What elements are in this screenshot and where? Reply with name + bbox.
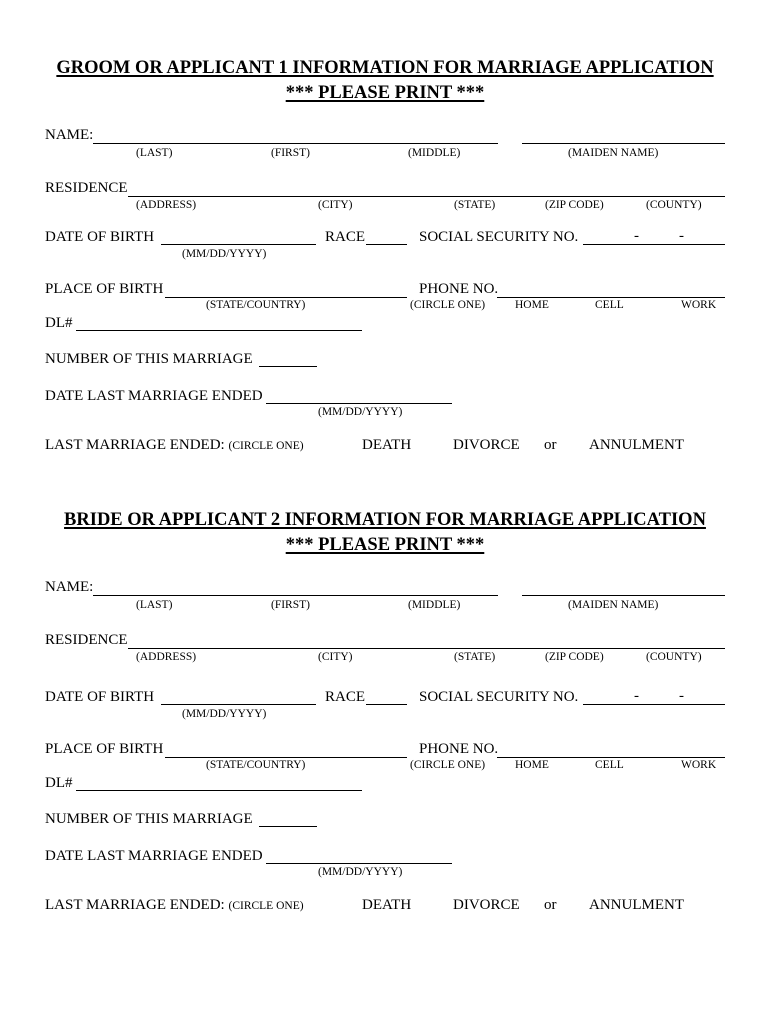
- phone-option-cell[interactable]: CELL: [595, 759, 624, 771]
- state-country-caption: (STATE/COUNTRY): [206, 759, 306, 771]
- phone-option-cell[interactable]: CELL: [595, 299, 624, 311]
- groom-applicant-1-section: [0, 0, 770, 500]
- section-title: BRIDE OR APPLICANT 2 INFORMATION FOR MARRIAGE APPLICATION: [64, 510, 706, 530]
- date-of-birth-label: DATE OF BIRTH: [45, 689, 155, 705]
- last-marriage-ended-label: [45, 898, 304, 913]
- ssn-label: SOCIAL SECURITY NO.: [419, 689, 579, 705]
- phone-field[interactable]: [497, 297, 725, 298]
- date-of-birth-field[interactable]: [161, 244, 316, 245]
- phone-circle-one-caption: (CIRCLE ONE): [410, 299, 486, 311]
- first-name-caption: (FIRST): [271, 147, 310, 159]
- ssn-dash: -: [679, 228, 684, 244]
- dl-number-field[interactable]: [76, 330, 362, 331]
- phone-option-home[interactable]: HOME: [515, 299, 549, 311]
- ssn-field[interactable]: [583, 704, 725, 705]
- marriage-number-label: NUMBER OF THIS MARRIAGE: [45, 351, 253, 367]
- residence-field[interactable]: [128, 196, 725, 197]
- city-caption: (CITY): [318, 651, 353, 663]
- race-label: RACE: [325, 229, 366, 245]
- last-name-caption: (LAST): [136, 147, 173, 159]
- phone-label: PHONE NO.: [419, 741, 499, 757]
- ssn-dash: -: [634, 688, 639, 704]
- ended-option-annulment[interactable]: ANNULMENT: [589, 437, 684, 453]
- zip-code-caption: (ZIP CODE): [545, 199, 604, 211]
- city-caption: (CITY): [318, 199, 353, 211]
- last-name-caption: (LAST): [136, 599, 173, 611]
- maiden-name-field[interactable]: [522, 143, 725, 144]
- section-title: GROOM OR APPLICANT 1 INFORMATION FOR MARRIAGE APPLICATION: [56, 58, 714, 78]
- place-of-birth-label: PLACE OF BIRTH: [45, 741, 164, 757]
- race-label: RACE: [325, 689, 366, 705]
- middle-name-caption: (MIDDLE): [408, 147, 461, 159]
- last-marriage-date-format-caption: (MM/DD/YYYY): [318, 406, 403, 418]
- phone-circle-one-caption: (CIRCLE ONE): [410, 759, 486, 771]
- last-marriage-date-format-caption: (MM/DD/YYYY): [318, 866, 403, 878]
- residence-label: RESIDENCE: [45, 632, 128, 648]
- phone-field[interactable]: [497, 757, 725, 758]
- ended-option-divorce[interactable]: DIVORCE: [453, 897, 520, 913]
- county-caption: (COUNTY): [646, 199, 702, 211]
- ended-option-annulment[interactable]: ANNULMENT: [589, 897, 684, 913]
- last-marriage-ended-text: LAST MARRIAGE ENDED:: [45, 437, 225, 453]
- maiden-name-caption: (MAIDEN NAME): [568, 147, 659, 159]
- residence-field[interactable]: [128, 648, 725, 649]
- phone-option-work[interactable]: WORK: [681, 759, 717, 771]
- phone-label: PHONE NO.: [419, 281, 499, 297]
- ssn-field[interactable]: [583, 244, 725, 245]
- name-field[interactable]: [93, 143, 498, 144]
- please-print-heading: *** PLEASE PRINT ***: [285, 83, 485, 103]
- maiden-name-field[interactable]: [522, 595, 725, 596]
- ended-option-or: or: [544, 437, 557, 453]
- zip-code-caption: (ZIP CODE): [545, 651, 604, 663]
- first-name-caption: (FIRST): [271, 599, 310, 611]
- bride-applicant-2-section: [0, 452, 770, 952]
- name-label: NAME:: [45, 127, 94, 143]
- marriage-number-label: NUMBER OF THIS MARRIAGE: [45, 811, 253, 827]
- middle-name-caption: (MIDDLE): [408, 599, 461, 611]
- last-marriage-ended-text: LAST MARRIAGE ENDED:: [45, 897, 225, 913]
- ended-circle-one-caption: (CIRCLE ONE): [228, 440, 304, 452]
- place-of-birth-label: PLACE OF BIRTH: [45, 281, 164, 297]
- last-marriage-date-label: DATE LAST MARRIAGE ENDED: [45, 848, 263, 864]
- state-caption: (STATE): [454, 199, 496, 211]
- residence-label: RESIDENCE: [45, 180, 128, 196]
- ended-option-divorce[interactable]: DIVORCE: [453, 437, 520, 453]
- dl-number-field[interactable]: [76, 790, 362, 791]
- ended-circle-one-caption: (CIRCLE ONE): [228, 900, 304, 912]
- county-caption: (COUNTY): [646, 651, 702, 663]
- ended-option-or: or: [544, 897, 557, 913]
- maiden-name-caption: (MAIDEN NAME): [568, 599, 659, 611]
- race-field[interactable]: [366, 244, 407, 245]
- state-caption: (STATE): [454, 651, 496, 663]
- ssn-label: SOCIAL SECURITY NO.: [419, 229, 579, 245]
- name-label: NAME:: [45, 579, 94, 595]
- please-print-heading: *** PLEASE PRINT ***: [285, 535, 485, 555]
- ended-option-death[interactable]: DEATH: [362, 897, 412, 913]
- place-of-birth-field[interactable]: [165, 757, 407, 758]
- last-marriage-date-label: DATE LAST MARRIAGE ENDED: [45, 388, 263, 404]
- phone-option-home[interactable]: HOME: [515, 759, 549, 771]
- date-of-birth-field[interactable]: [161, 704, 316, 705]
- dob-format-caption: (MM/DD/YYYY): [182, 248, 267, 260]
- address-caption: (ADDRESS): [136, 199, 197, 211]
- date-of-birth-label: DATE OF BIRTH: [45, 229, 155, 245]
- name-field[interactable]: [93, 595, 498, 596]
- race-field[interactable]: [366, 704, 407, 705]
- ssn-dash: -: [634, 228, 639, 244]
- dob-format-caption: (MM/DD/YYYY): [182, 708, 267, 720]
- marriage-number-field[interactable]: [259, 366, 317, 367]
- marriage-number-field[interactable]: [259, 826, 317, 827]
- state-country-caption: (STATE/COUNTRY): [206, 299, 306, 311]
- ended-option-death[interactable]: DEATH: [362, 437, 412, 453]
- phone-option-work[interactable]: WORK: [681, 299, 717, 311]
- last-marriage-date-field[interactable]: [266, 403, 452, 404]
- ssn-dash: -: [679, 688, 684, 704]
- dl-number-label: DL#: [45, 315, 73, 331]
- last-marriage-date-field[interactable]: [266, 863, 452, 864]
- dl-number-label: DL#: [45, 775, 73, 791]
- address-caption: (ADDRESS): [136, 651, 197, 663]
- place-of-birth-field[interactable]: [165, 297, 407, 298]
- last-marriage-ended-label: [45, 438, 304, 453]
